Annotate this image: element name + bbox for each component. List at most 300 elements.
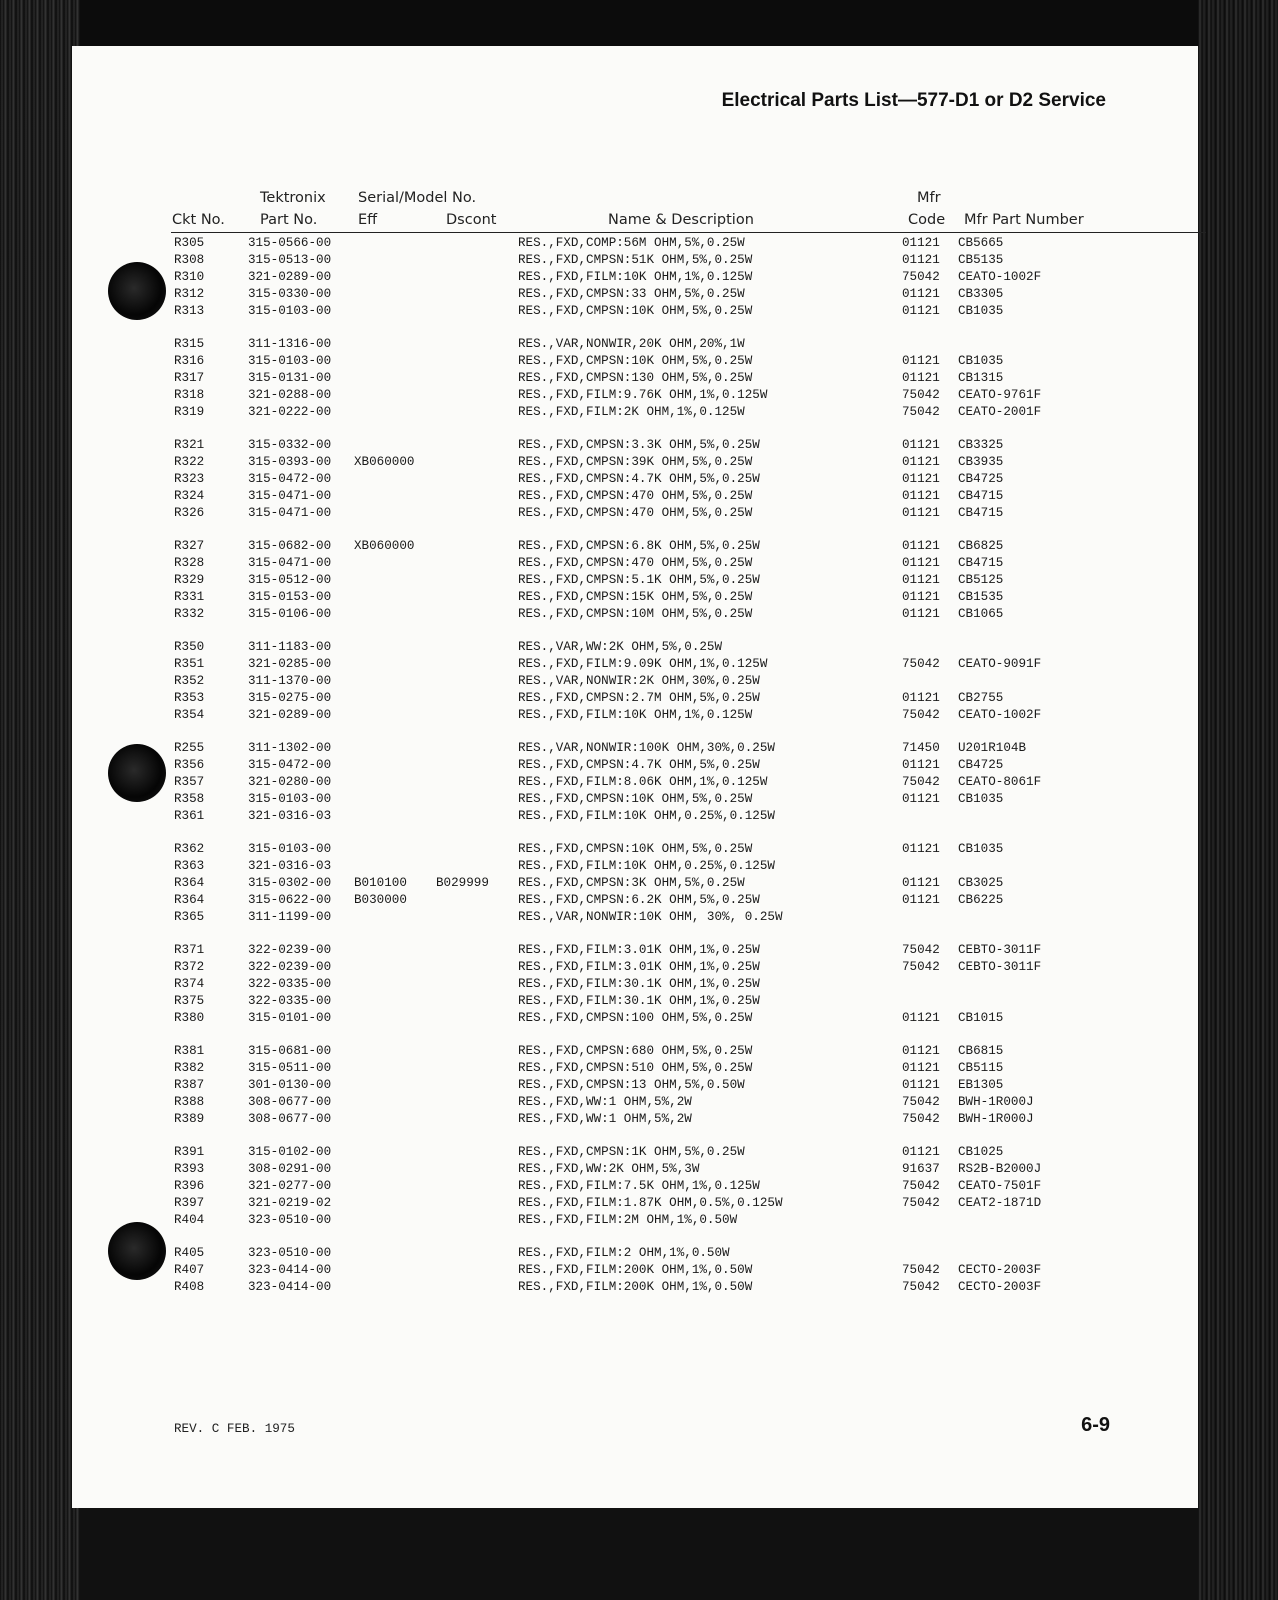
table-row <box>72 1078 1198 1095</box>
description-cell: RES.,FXD,CMPSN:470 OHM,5%,0.25W <box>518 556 753 570</box>
ckt-no-cell: R310 <box>174 270 205 284</box>
part-no-cell: 321-0288-00 <box>248 388 332 402</box>
ckt-no-cell: R380 <box>174 1011 205 1025</box>
description-cell: RES.,FXD,CMPSN:15K OHM,5%,0.25W <box>518 590 753 604</box>
table-row <box>72 489 1198 506</box>
column-header-mfr-part-number: Mfr Part Number <box>964 212 1084 228</box>
description-cell: RES.,FXD,COMP:56M OHM,5%,0.25W <box>518 236 745 250</box>
part-no-cell: 315-0302-00 <box>248 876 332 890</box>
eff-cell: B030000 <box>354 893 407 907</box>
part-no-cell: 315-0622-00 <box>248 893 332 907</box>
mfr-part-number-cell: RS2B-B2000J <box>958 1162 1042 1176</box>
scan-border-left <box>0 0 80 1600</box>
mfr-part-number-cell: CB5135 <box>958 253 1004 267</box>
part-no-cell: 315-0131-00 <box>248 371 332 385</box>
table-row <box>72 354 1198 371</box>
table-row <box>72 792 1198 809</box>
ckt-no-cell: R318 <box>174 388 205 402</box>
ckt-no-cell: R405 <box>174 1246 205 1260</box>
mfr-part-number-cell: CEATO-8061F <box>958 775 1042 789</box>
table-row <box>72 876 1198 893</box>
mfr-code-cell: 01121 <box>902 1145 940 1159</box>
column-header-serial-model: Serial/Model No. <box>358 190 477 206</box>
mfr-code-cell: 75042 <box>902 1112 940 1126</box>
part-no-cell: 315-0471-00 <box>248 556 332 570</box>
ckt-no-cell: R329 <box>174 573 205 587</box>
ckt-no-cell: R364 <box>174 893 205 907</box>
mfr-code-cell: 01121 <box>902 1011 940 1025</box>
mfr-part-number-cell: CB1035 <box>958 842 1004 856</box>
mfr-code-cell: 91637 <box>902 1162 940 1176</box>
description-cell: RES.,FXD,FILM:9.09K OHM,1%,0.125W <box>518 657 768 671</box>
description-cell: RES.,FXD,FILM:10K OHM,0.25%,0.125W <box>518 859 775 873</box>
mfr-code-cell: 75042 <box>902 1196 940 1210</box>
part-no-cell: 311-1199-00 <box>248 910 332 924</box>
ckt-no-cell: R323 <box>174 472 205 486</box>
part-no-cell: 315-0103-00 <box>248 354 332 368</box>
table-row <box>72 960 1198 977</box>
column-header-part-no: Part No. <box>260 212 318 228</box>
mfr-part-number-cell: CB3935 <box>958 455 1004 469</box>
mfr-code-cell: 01121 <box>902 1061 940 1075</box>
ckt-no-cell: R364 <box>174 876 205 890</box>
mfr-code-cell: 01121 <box>902 758 940 772</box>
mfr-code-cell: 01121 <box>902 236 940 250</box>
revision-date: REV. C FEB. 1975 <box>174 1422 295 1436</box>
part-no-cell: 321-0316-03 <box>248 859 332 873</box>
mfr-part-number-cell: CB6815 <box>958 1044 1004 1058</box>
ckt-no-cell: R358 <box>174 792 205 806</box>
part-no-cell: 315-0471-00 <box>248 489 332 503</box>
part-no-cell: 323-0510-00 <box>248 1246 332 1260</box>
part-no-cell: 315-0513-00 <box>248 253 332 267</box>
table-row <box>72 708 1198 725</box>
ckt-no-cell: R391 <box>174 1145 205 1159</box>
mfr-part-number-cell: CEATO-1002F <box>958 270 1042 284</box>
mfr-code-cell: 01121 <box>902 792 940 806</box>
mfr-part-number-cell: CEATO-7501F <box>958 1179 1042 1193</box>
parts-list-table <box>72 236 1198 1297</box>
mfr-part-number-cell: CEATO-9091F <box>958 657 1042 671</box>
table-row <box>72 1044 1198 1061</box>
part-no-cell: 315-0103-00 <box>248 304 332 318</box>
mfr-part-number-cell: CB1315 <box>958 371 1004 385</box>
part-no-cell: 308-0291-00 <box>248 1162 332 1176</box>
mfr-code-cell: 75042 <box>902 1095 940 1109</box>
ckt-no-cell: R353 <box>174 691 205 705</box>
dscont-cell: B029999 <box>436 876 489 890</box>
mfr-part-number-cell: CB4715 <box>958 556 1004 570</box>
mfr-code-cell: 75042 <box>902 960 940 974</box>
description-cell: RES.,VAR,NONWIR:10K OHM, 30%, 0.25W <box>518 910 783 924</box>
table-row <box>72 1280 1198 1297</box>
description-cell: RES.,FXD,CMPSN:6.8K OHM,5%,0.25W <box>518 539 760 553</box>
description-cell: RES.,FXD,FILM:2 OHM,1%,0.50W <box>518 1246 730 1260</box>
mfr-part-number-cell: CB5125 <box>958 573 1004 587</box>
mfr-code-cell: 75042 <box>902 1263 940 1277</box>
table-row <box>72 337 1198 354</box>
part-no-cell: 323-0414-00 <box>248 1263 332 1277</box>
mfr-code-cell: 01121 <box>902 287 940 301</box>
description-cell: RES.,FXD,FILM:3.01K OHM,1%,0.25W <box>518 943 760 957</box>
table-row <box>72 910 1198 927</box>
mfr-part-number-cell: EB1305 <box>958 1078 1004 1092</box>
mfr-part-number-cell: CB6225 <box>958 893 1004 907</box>
mfr-code-cell: 75042 <box>902 708 940 722</box>
description-cell: RES.,FXD,CMPSN:100 OHM,5%,0.25W <box>518 1011 753 1025</box>
mfr-part-number-cell: CEATO-9761F <box>958 388 1042 402</box>
ckt-no-cell: R316 <box>174 354 205 368</box>
part-no-cell: 322-0239-00 <box>248 943 332 957</box>
table-row <box>72 893 1198 910</box>
part-no-cell: 323-0510-00 <box>248 1213 332 1227</box>
ckt-no-cell: R313 <box>174 304 205 318</box>
part-no-cell: 321-0277-00 <box>248 1179 332 1193</box>
ckt-no-cell: R315 <box>174 337 205 351</box>
table-row <box>72 270 1198 287</box>
table-row <box>72 438 1198 455</box>
mfr-code-cell: 75042 <box>902 405 940 419</box>
ckt-no-cell: R356 <box>174 758 205 772</box>
mfr-code-cell: 01121 <box>902 539 940 553</box>
part-no-cell: 311-1316-00 <box>248 337 332 351</box>
description-cell: RES.,FXD,FILM:10K OHM,1%,0.125W <box>518 708 753 722</box>
mfr-code-cell: 01121 <box>902 472 940 486</box>
mfr-code-cell: 01121 <box>902 876 940 890</box>
description-cell: RES.,FXD,CMPSN:2.7M OHM,5%,0.25W <box>518 691 760 705</box>
mfr-part-number-cell: CB3025 <box>958 876 1004 890</box>
part-no-cell: 321-0219-02 <box>248 1196 332 1210</box>
mfr-code-cell: 71450 <box>902 741 940 755</box>
ckt-no-cell: R305 <box>174 236 205 250</box>
description-cell: RES.,FXD,FILM:200K OHM,1%,0.50W <box>518 1263 753 1277</box>
mfr-part-number-cell: CB1035 <box>958 354 1004 368</box>
ckt-no-cell: R389 <box>174 1112 205 1126</box>
ckt-no-cell: R357 <box>174 775 205 789</box>
part-no-cell: 315-0393-00 <box>248 455 332 469</box>
table-row <box>72 371 1198 388</box>
mfr-part-number-cell: CB1065 <box>958 607 1004 621</box>
table-row <box>72 472 1198 489</box>
part-no-cell: 315-0511-00 <box>248 1061 332 1075</box>
mfr-part-number-cell: CECTO-2003F <box>958 1280 1042 1294</box>
mfr-code-cell: 01121 <box>902 573 940 587</box>
table-row <box>72 573 1198 590</box>
description-cell: RES.,FXD,CMPSN:10K OHM,5%,0.25W <box>518 304 753 318</box>
ckt-no-cell: R350 <box>174 640 205 654</box>
table-row <box>72 253 1198 270</box>
table-row <box>72 1145 1198 1162</box>
column-header-mfr: Mfr <box>917 190 941 206</box>
description-cell: RES.,FXD,CMPSN:4.7K OHM,5%,0.25W <box>518 758 760 772</box>
scan-border-right <box>1198 0 1278 1600</box>
table-row <box>72 556 1198 573</box>
table-row <box>72 590 1198 607</box>
table-row <box>72 674 1198 691</box>
description-cell: RES.,FXD,WW:2K OHM,5%,3W <box>518 1162 700 1176</box>
table-row <box>72 388 1198 405</box>
ckt-no-cell: R326 <box>174 506 205 520</box>
part-no-cell: 323-0414-00 <box>248 1280 332 1294</box>
table-row <box>72 977 1198 994</box>
mfr-code-cell: 01121 <box>902 371 940 385</box>
table-row <box>72 405 1198 422</box>
description-cell: RES.,FXD,CMPSN:13 OHM,5%,0.50W <box>518 1078 745 1092</box>
mfr-code-cell: 01121 <box>902 1078 940 1092</box>
mfr-code-cell: 01121 <box>902 590 940 604</box>
table-row <box>72 1011 1198 1028</box>
description-cell: RES.,FXD,FILM:1.87K OHM,0.5%,0.125W <box>518 1196 783 1210</box>
table-row <box>72 657 1198 674</box>
mfr-code-cell: 01121 <box>902 354 940 368</box>
mfr-code-cell: 01121 <box>902 506 940 520</box>
table-row <box>72 640 1198 657</box>
ckt-no-cell: R361 <box>174 809 205 823</box>
mfr-code-cell: 75042 <box>902 943 940 957</box>
mfr-code-cell: 75042 <box>902 657 940 671</box>
eff-cell: XB060000 <box>354 539 415 553</box>
table-row <box>72 236 1198 253</box>
description-cell: RES.,FXD,CMPSN:470 OHM,5%,0.25W <box>518 489 753 503</box>
mfr-code-cell: 01121 <box>902 607 940 621</box>
ckt-no-cell: R408 <box>174 1280 205 1294</box>
description-cell: RES.,FXD,CMPSN:33 OHM,5%,0.25W <box>518 287 745 301</box>
description-cell: RES.,VAR,NONWIR:2K OHM,30%,0.25W <box>518 674 760 688</box>
binder-hole <box>108 262 166 320</box>
column-header-ckt-no: Ckt No. <box>172 212 225 228</box>
mfr-part-number-cell: CB1015 <box>958 1011 1004 1025</box>
mfr-code-cell: 01121 <box>902 691 940 705</box>
table-row <box>72 809 1198 826</box>
ckt-no-cell: R308 <box>174 253 205 267</box>
description-cell: RES.,VAR,WW:2K OHM,5%,0.25W <box>518 640 723 654</box>
mfr-code-cell: 01121 <box>902 455 940 469</box>
description-cell: RES.,FXD,CMPSN:1K OHM,5%,0.25W <box>518 1145 745 1159</box>
ckt-no-cell: R328 <box>174 556 205 570</box>
description-cell: RES.,FXD,CMPSN:3K OHM,5%,0.25W <box>518 876 745 890</box>
part-no-cell: 311-1183-00 <box>248 640 332 654</box>
ckt-no-cell: R319 <box>174 405 205 419</box>
eff-cell: B010100 <box>354 876 407 890</box>
description-cell: RES.,FXD,CMPSN:10M OHM,5%,0.25W <box>518 607 753 621</box>
ckt-no-cell: R374 <box>174 977 205 991</box>
ckt-no-cell: R322 <box>174 455 205 469</box>
ckt-no-cell: R362 <box>174 842 205 856</box>
scan-border-top <box>0 0 1278 50</box>
ckt-no-cell: R397 <box>174 1196 205 1210</box>
table-row <box>72 287 1198 304</box>
ckt-no-cell: R352 <box>174 674 205 688</box>
description-cell: RES.,VAR,NONWIR,20K OHM,20%,1W <box>518 337 745 351</box>
part-no-cell: 321-0289-00 <box>248 708 332 722</box>
part-no-cell: 315-0153-00 <box>248 590 332 604</box>
part-no-cell: 321-0316-03 <box>248 809 332 823</box>
description-cell: RES.,FXD,CMPSN:5.1K OHM,5%,0.25W <box>518 573 760 587</box>
part-no-cell: 315-0472-00 <box>248 472 332 486</box>
description-cell: RES.,FXD,CMPSN:130 OHM,5%,0.25W <box>518 371 753 385</box>
part-no-cell: 308-0677-00 <box>248 1095 332 1109</box>
mfr-code-cell: 75042 <box>902 775 940 789</box>
column-header-eff: Eff <box>358 212 378 228</box>
mfr-part-number-cell: BWH-1R000J <box>958 1112 1034 1126</box>
mfr-code-cell: 01121 <box>902 438 940 452</box>
ckt-no-cell: R375 <box>174 994 205 1008</box>
mfr-code-cell: 01121 <box>902 893 940 907</box>
mfr-part-number-cell: CB6825 <box>958 539 1004 553</box>
part-no-cell: 315-0332-00 <box>248 438 332 452</box>
column-header-name-description: Name & Description <box>608 212 754 228</box>
mfr-part-number-cell: CB1025 <box>958 1145 1004 1159</box>
part-no-cell: 301-0130-00 <box>248 1078 332 1092</box>
column-header-code: Code <box>908 212 946 228</box>
table-row <box>72 1263 1198 1280</box>
mfr-part-number-cell: CEBTO-3011F <box>958 960 1042 974</box>
mfr-part-number-cell: CECTO-2003F <box>958 1263 1042 1277</box>
ckt-no-cell: R387 <box>174 1078 205 1092</box>
description-cell: RES.,FXD,CMPSN:6.2K OHM,5%,0.25W <box>518 893 760 907</box>
mfr-code-cell: 01121 <box>902 1044 940 1058</box>
part-no-cell: 315-0101-00 <box>248 1011 332 1025</box>
ckt-no-cell: R332 <box>174 607 205 621</box>
mfr-part-number-cell: U201R104B <box>958 741 1027 755</box>
table-row <box>72 691 1198 708</box>
mfr-part-number-cell: CEATO-2001F <box>958 405 1042 419</box>
eff-cell: XB060000 <box>354 455 415 469</box>
ckt-no-cell: R324 <box>174 489 205 503</box>
table-row <box>72 607 1198 624</box>
part-no-cell: 315-0471-00 <box>248 506 332 520</box>
description-cell: RES.,FXD,CMPSN:680 OHM,5%,0.25W <box>518 1044 753 1058</box>
ckt-no-cell: R331 <box>174 590 205 604</box>
mfr-part-number-cell: CB4725 <box>958 758 1004 772</box>
ckt-no-cell: R365 <box>174 910 205 924</box>
part-no-cell: 315-0103-00 <box>248 842 332 856</box>
page-number: 6-9 <box>1081 1414 1110 1436</box>
description-cell: RES.,FXD,FILM:8.06K OHM,1%,0.125W <box>518 775 768 789</box>
table-row <box>72 539 1198 556</box>
table-row <box>72 758 1198 775</box>
part-no-cell: 321-0285-00 <box>248 657 332 671</box>
description-cell: RES.,FXD,CMPSN:10K OHM,5%,0.25W <box>518 354 753 368</box>
description-cell: RES.,FXD,WW:1 OHM,5%,2W <box>518 1095 692 1109</box>
description-cell: RES.,VAR,NONWIR:100K OHM,30%,0.25W <box>518 741 775 755</box>
header-rule <box>171 232 1206 233</box>
table-row <box>72 1179 1198 1196</box>
ckt-no-cell: R327 <box>174 539 205 553</box>
mfr-part-number-cell: CB1035 <box>958 304 1004 318</box>
mfr-code-cell: 75042 <box>902 388 940 402</box>
table-row <box>72 775 1198 792</box>
mfr-part-number-cell: CB3325 <box>958 438 1004 452</box>
part-no-cell: 322-0335-00 <box>248 994 332 1008</box>
ckt-no-cell: R354 <box>174 708 205 722</box>
table-row <box>72 943 1198 960</box>
ckt-no-cell: R351 <box>174 657 205 671</box>
part-no-cell: 321-0289-00 <box>248 270 332 284</box>
table-row <box>72 1162 1198 1179</box>
column-header-tektronix: Tektronix <box>260 190 326 206</box>
description-cell: RES.,FXD,CMPSN:10K OHM,5%,0.25W <box>518 792 753 806</box>
ckt-no-cell: R372 <box>174 960 205 974</box>
description-cell: RES.,FXD,CMPSN:10K OHM,5%,0.25W <box>518 842 753 856</box>
table-row <box>72 1213 1198 1230</box>
ckt-no-cell: R393 <box>174 1162 205 1176</box>
ckt-no-cell: R363 <box>174 859 205 873</box>
part-no-cell: 315-0472-00 <box>248 758 332 772</box>
mfr-code-cell: 01121 <box>902 304 940 318</box>
part-no-cell: 315-0566-00 <box>248 236 332 250</box>
ckt-no-cell: R255 <box>174 741 205 755</box>
column-header-dscont: Dscont <box>446 212 497 228</box>
mfr-code-cell: 01121 <box>902 556 940 570</box>
part-no-cell: 315-0103-00 <box>248 792 332 806</box>
mfr-part-number-cell: CB1035 <box>958 792 1004 806</box>
ckt-no-cell: R371 <box>174 943 205 957</box>
mfr-code-cell: 01121 <box>902 842 940 856</box>
part-no-cell: 315-0106-00 <box>248 607 332 621</box>
table-row <box>72 455 1198 472</box>
ckt-no-cell: R404 <box>174 1213 205 1227</box>
part-no-cell: 322-0239-00 <box>248 960 332 974</box>
ckt-no-cell: R396 <box>174 1179 205 1193</box>
mfr-part-number-cell: CB5665 <box>958 236 1004 250</box>
table-row <box>72 842 1198 859</box>
description-cell: RES.,FXD,FILM:30.1K OHM,1%,0.25W <box>518 977 760 991</box>
ckt-no-cell: R312 <box>174 287 205 301</box>
description-cell: RES.,FXD,CMPSN:39K OHM,5%,0.25W <box>518 455 753 469</box>
description-cell: RES.,FXD,FILM:10K OHM,1%,0.125W <box>518 270 753 284</box>
table-row <box>72 859 1198 876</box>
ckt-no-cell: R388 <box>174 1095 205 1109</box>
description-cell: RES.,FXD,CMPSN:510 OHM,5%,0.25W <box>518 1061 753 1075</box>
part-no-cell: 311-1370-00 <box>248 674 332 688</box>
part-no-cell: 308-0677-00 <box>248 1112 332 1126</box>
table-row <box>72 1095 1198 1112</box>
part-no-cell: 322-0335-00 <box>248 977 332 991</box>
mfr-part-number-cell: CB3305 <box>958 287 1004 301</box>
mfr-part-number-cell: CEATO-1002F <box>958 708 1042 722</box>
ckt-no-cell: R317 <box>174 371 205 385</box>
table-row <box>72 741 1198 758</box>
part-no-cell: 311-1302-00 <box>248 741 332 755</box>
mfr-part-number-cell: CEBTO-3011F <box>958 943 1042 957</box>
mfr-part-number-cell: CB2755 <box>958 691 1004 705</box>
description-cell: RES.,FXD,CMPSN:3.3K OHM,5%,0.25W <box>518 438 760 452</box>
mfr-code-cell: 01121 <box>902 253 940 267</box>
page-title: Electrical Parts List—577-D1 or D2 Service <box>721 90 1106 111</box>
mfr-part-number-cell: CB4725 <box>958 472 1004 486</box>
part-no-cell: 315-0102-00 <box>248 1145 332 1159</box>
part-no-cell: 315-0682-00 <box>248 539 332 553</box>
part-no-cell: 315-0275-00 <box>248 691 332 705</box>
table-row <box>72 994 1198 1011</box>
table-row <box>72 1112 1198 1129</box>
mfr-part-number-cell: CB1535 <box>958 590 1004 604</box>
mfr-code-cell: 75042 <box>902 1280 940 1294</box>
mfr-code-cell: 01121 <box>902 489 940 503</box>
description-cell: RES.,FXD,FILM:200K OHM,1%,0.50W <box>518 1280 753 1294</box>
description-cell: RES.,FXD,FILM:30.1K OHM,1%,0.25W <box>518 994 760 1008</box>
binder-hole <box>108 744 166 802</box>
mfr-part-number-cell: BWH-1R000J <box>958 1095 1034 1109</box>
part-no-cell: 315-0512-00 <box>248 573 332 587</box>
description-cell: RES.,FXD,FILM:2M OHM,1%,0.50W <box>518 1213 738 1227</box>
table-row <box>72 506 1198 523</box>
document-page <box>72 46 1198 1508</box>
ckt-no-cell: R381 <box>174 1044 205 1058</box>
description-cell: RES.,FXD,FILM:7.5K OHM,1%,0.125W <box>518 1179 760 1193</box>
description-cell: RES.,FXD,FILM:3.01K OHM,1%,0.25W <box>518 960 760 974</box>
